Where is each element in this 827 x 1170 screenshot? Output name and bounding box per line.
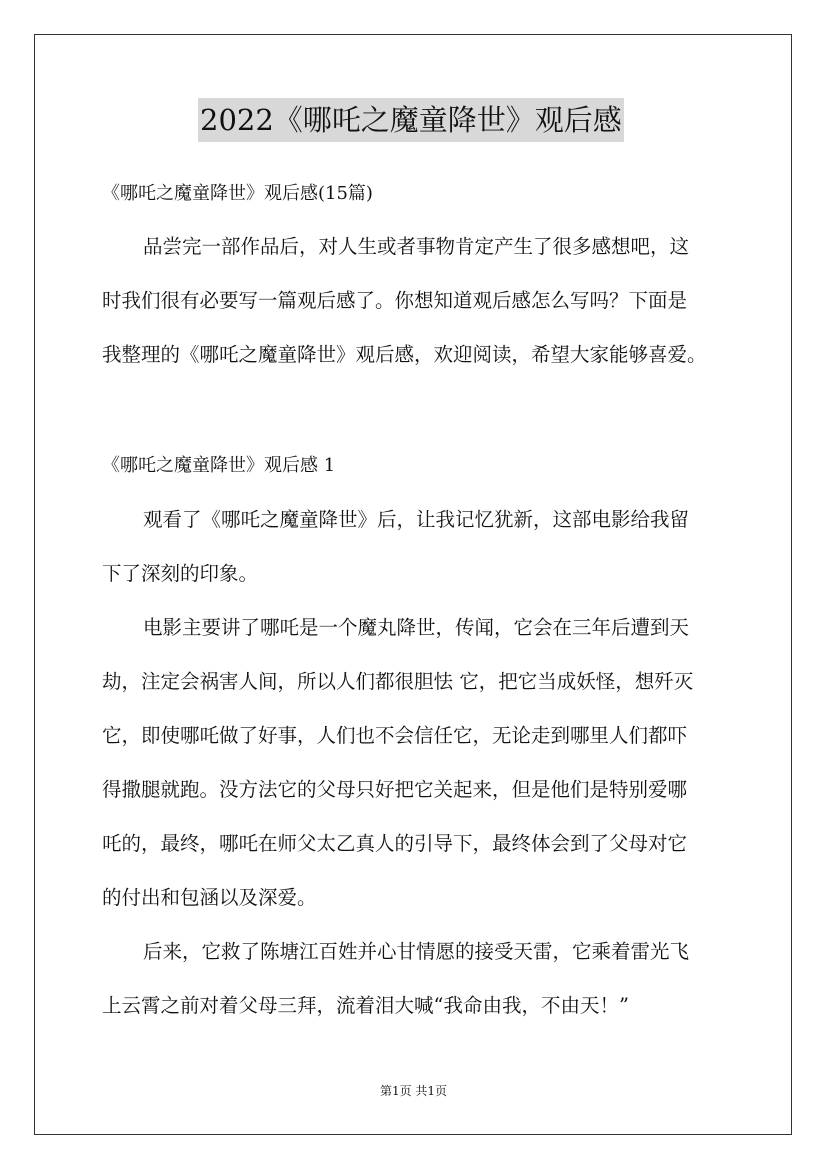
document-title: 2022《哪吒之魔童降世》观后感	[198, 98, 624, 142]
intro-line: 品尝完一部作品后，对人生或者事物肯定产生了很多感想吧，这	[143, 235, 690, 258]
paragraph-line: 上云霄之前对着父母三拜，流着泪大喊“我命由我，不由天！”	[102, 994, 629, 1017]
paragraph-line: 的付出和包涵以及深爱。	[102, 886, 317, 909]
document-subtitle: 《哪吒之魔童降世》观后感(15篇)	[102, 183, 373, 204]
paragraph-line: 得撒腿就跑。没方法它的父母只好把它关起来，但是他们是特别爱哪	[102, 778, 688, 801]
paragraph-line: 吒的，最终，哪吒在师父太乙真人的引导下，最终体会到了父母对它	[102, 832, 688, 855]
intro-line: 我整理的《哪吒之魔童降世》观后感，欢迎阅读，希望大家能够喜爱。	[102, 343, 707, 366]
paragraph-line: 下了深刻的印象。	[102, 562, 259, 585]
paragraph-line: 观看了《哪吒之魔童降世》后，让我记忆犹新，这部电影给我留	[143, 508, 690, 531]
paragraph-line: 它，即使哪吒做了好事，人们也不会信任它，无论走到哪里人们都吓	[102, 724, 688, 747]
page-footer: 第1页 共1页	[379, 1084, 448, 1098]
intro-line: 时我们很有必要写一篇观后感了。你想知道观后感怎么写吗？下面是	[102, 289, 688, 312]
paragraph-line: 后来，它救了陈塘江百姓并心甘情愿的接受天雷，它乘着雷光飞	[143, 940, 690, 963]
paragraph-line: 劫，注定会祸害人间，所以人们都很胆怯 它，把它当成妖怪，想歼灭	[102, 670, 694, 693]
section-heading: 《哪吒之魔童降世》观后感 1	[102, 455, 336, 476]
paragraph-line: 电影主要讲了哪吒是一个魔丸降世，传闻，它会在三年后遭到天	[143, 616, 690, 639]
